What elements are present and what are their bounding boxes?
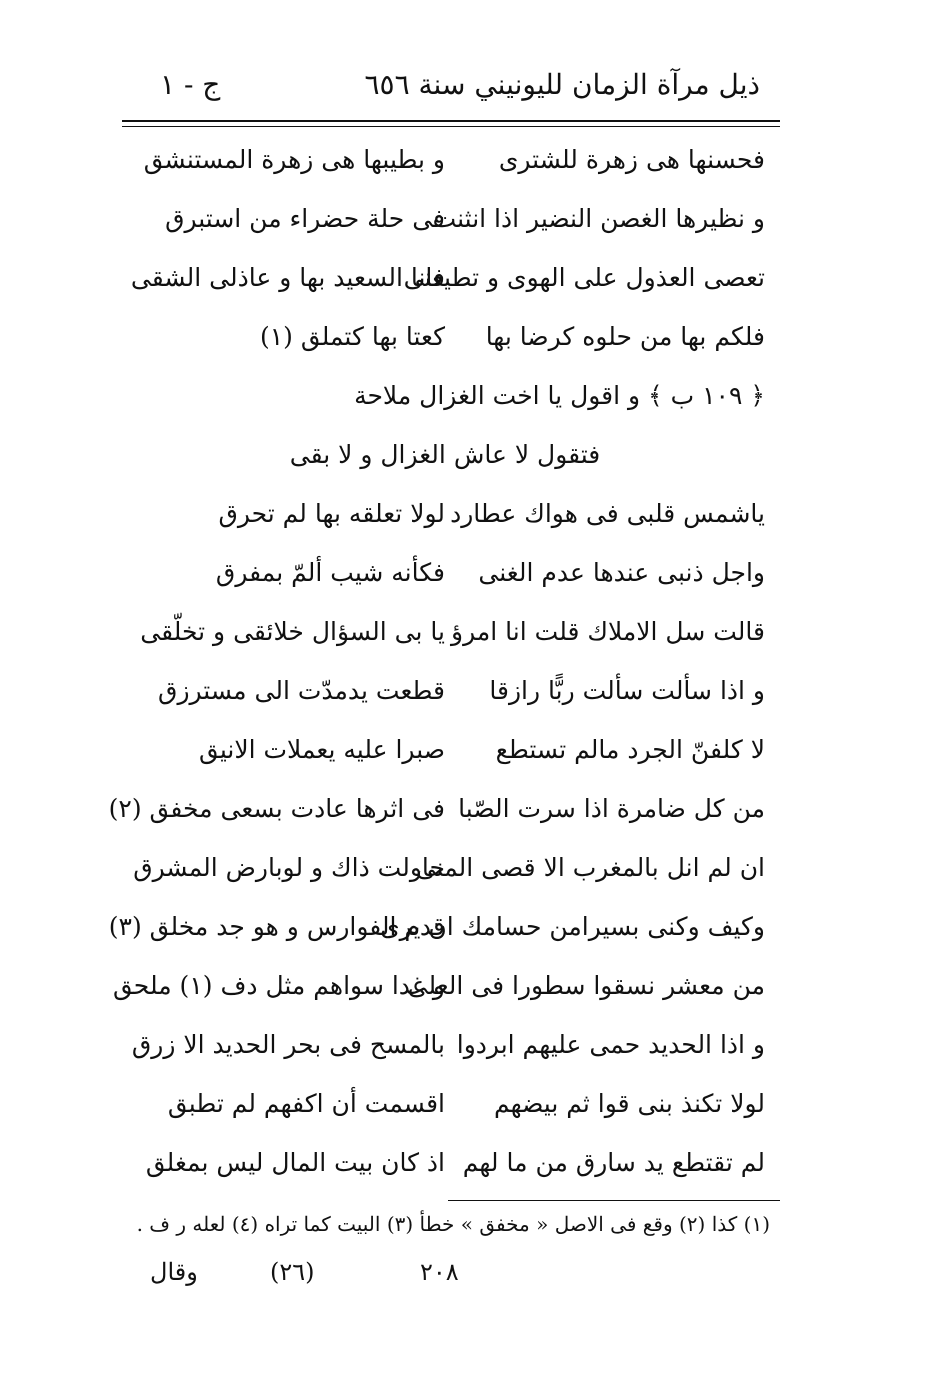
hemistich-left: بالمسح فى بحر الحديد الا زرق <box>131 1030 445 1059</box>
verse-line <box>108 784 765 843</box>
verse-line <box>125 312 765 371</box>
header-part: ج - ١ <box>160 68 221 101</box>
hemistich-right: واجل ذنبى عندها عدم الغنى <box>478 558 765 587</box>
hemistich-left: و غدا سواهم مثل دف (١) ملحق <box>112 971 445 1000</box>
hemistich-right: ياشمس قلبى فى هواك عطارد <box>450 499 765 528</box>
hemistich-left: قطعت يدمدّت الى مسترزق <box>158 676 445 705</box>
verse-line <box>125 1138 765 1197</box>
hemistich-right: فحسنها هى زهرة للشترى <box>498 145 765 174</box>
footnote: (١) كذا (٢) وقع فى الاصل « مخفق » خطأ (٣) البيت كما تراه (٤) لعله ر ف . <box>136 1212 770 1236</box>
signature-mark: (٢٦) <box>270 1258 315 1286</box>
hemistich-left: اذ كان بيت المال ليس بمغلق <box>145 1148 445 1177</box>
header-rule-thick <box>122 120 780 122</box>
hemistich-right: لولا تكنذ بنى قوا ثم بيضهم <box>493 1089 765 1118</box>
hemistich-left: يا بى السؤال خلائقى و تخلّقى <box>140 617 445 646</box>
hemistich-right: و اذا سألت سألت ربًّا رازقا <box>489 676 765 705</box>
hemistich-right: و نظيرها الغصن النضير اذا انثنت <box>432 204 765 233</box>
hemistich-left: اقسمت أن اكفهم لم تطبق <box>167 1089 445 1118</box>
verse-line <box>108 902 765 961</box>
folio-line: ﴿ ١٠٩ ب ﴾ و اقول يا اخت الغزال ملاحة <box>354 381 765 410</box>
hemistich-right: ان لم انل بالمغرب الا قصى المنى <box>415 853 765 882</box>
poem-body <box>108 135 765 1197</box>
verse-line <box>112 961 765 1020</box>
hemistich-left: فى حلة حضراء من استبرق <box>165 204 445 233</box>
verse-line <box>125 548 765 607</box>
hemistich-left: قدم الفوارس و هو جد مخلق (٣) <box>108 912 445 941</box>
hemistich-right: لم تقتطع يد سارق من ما لهم <box>462 1148 765 1177</box>
hemistich-right: و اذا الحديد حمى عليهم ابردوا <box>456 1030 765 1059</box>
hemistich-right: وكيف وكنى بسيرامن حسامك ان يرى <box>380 912 765 941</box>
verse-line <box>125 843 765 902</box>
prose-line <box>125 430 765 489</box>
footnote-rule <box>448 1200 780 1201</box>
page-number: ٢٠٨ <box>420 1258 459 1286</box>
verse-line <box>125 607 765 666</box>
header-rule-thin <box>122 126 780 127</box>
hemistich-left: لولا تعلقه بها لم تحرق <box>218 499 445 528</box>
verse-line <box>125 135 765 194</box>
hemistich-left: صبرا عليه يعملات الانيق <box>199 735 445 764</box>
hemistich-right: فلكم بها من حلوه كرضا بها <box>485 322 765 351</box>
prose-line <box>125 371 765 430</box>
hemistich-right: من كل ضامرة اذا سرت الصّبا <box>458 794 765 823</box>
hemistich-left: و بطيبها هى زهرة المستنشق <box>143 145 445 174</box>
page-footer <box>120 1258 770 1294</box>
verse-line <box>125 1079 765 1138</box>
running-header <box>120 68 760 108</box>
hemistich-left: كعتا بها كتملق (١) <box>259 322 445 351</box>
hemistich-left: حاولت ذاك و لوبارض المشرق <box>133 853 445 882</box>
catchword: وقال <box>150 1258 198 1286</box>
hemistich-left: فانا السعيد بها و عاذلى الشقى <box>130 263 445 292</box>
centered-line: فتقول لا عاش الغزال و لا بقى <box>289 440 601 469</box>
hemistich-right: قالت سل الاملاك قلت انا امرؤ <box>451 617 765 646</box>
hemistich-right: تعصى العذول على الهوى و تطيعنى <box>403 263 765 292</box>
verse-line <box>125 725 765 784</box>
verse-line <box>125 489 765 548</box>
hemistich-right: لا كلفنّ الجرد مالم تستطع <box>495 735 765 764</box>
hemistich-left: فى اثرها عادت بسعى مخفق (٢) <box>108 794 445 823</box>
verse-line <box>125 666 765 725</box>
verse-line <box>125 1020 765 1079</box>
verse-line <box>125 194 765 253</box>
verse-line <box>125 253 765 312</box>
header-title: ذيل مرآة الزمان لليونيني سنة ٦٥٦ <box>364 68 760 101</box>
hemistich-left: فكأنه شيب ألمّ بمفرق <box>215 558 445 587</box>
hemistich-right: من معشر نسقوا سطورا فى العلى <box>407 971 765 1000</box>
